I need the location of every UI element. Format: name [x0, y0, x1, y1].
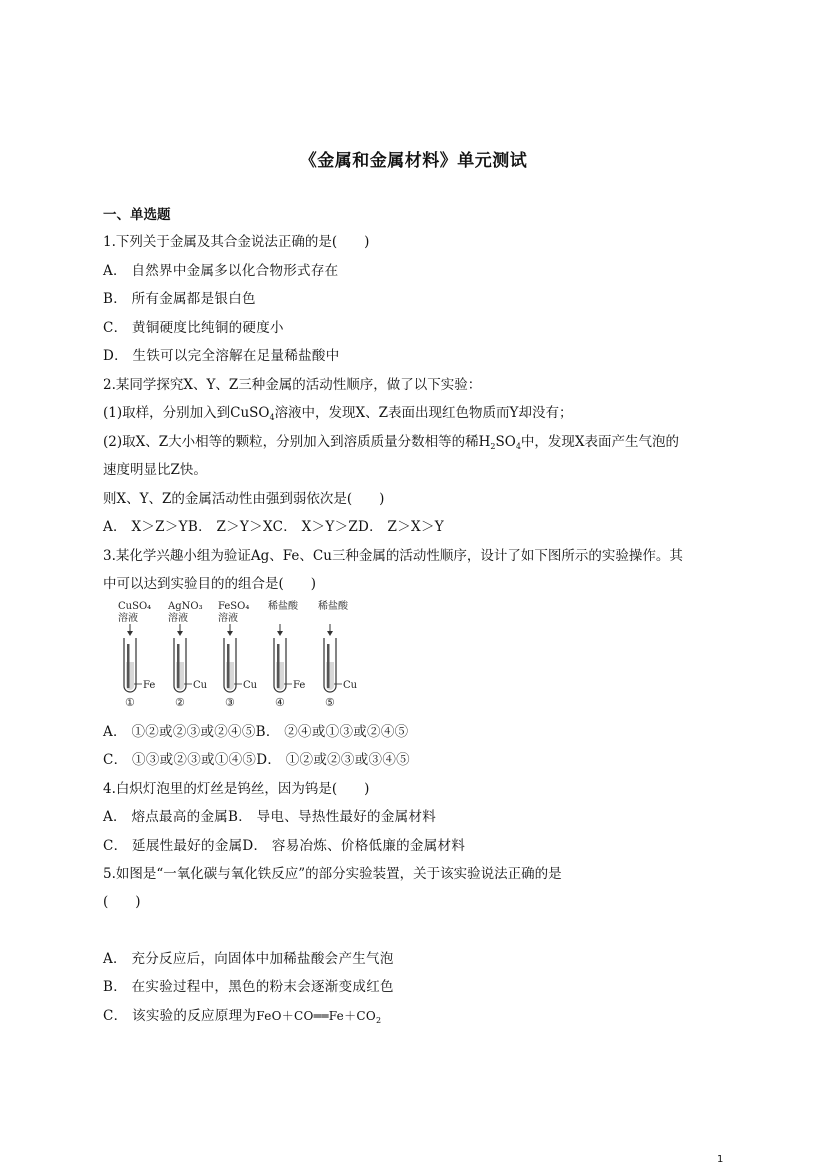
tube-number: ① — [125, 696, 135, 709]
q1-stem: 1.下列关于金属及其合金说法正确的是( ) — [103, 234, 370, 250]
test-tube-3 — [218, 601, 258, 709]
q1-option-d: D． 生铁可以完全溶解在足量稀盐酸中 — [103, 348, 340, 364]
test-tube-diagram — [113, 598, 373, 710]
q3-options-ab: A． ①②或②③或②④⑤B． ②④或①③或②④⑤ — [103, 724, 409, 740]
q3-stem-line-1: 3.某化学兴趣小组为验证Ag、Fe、Cu三种金属的活动性顺序，设计了如下图所示的实验操作。其 — [103, 548, 683, 564]
tube-reagent-label-2: 溶液 — [218, 613, 238, 624]
test-tube-2 — [167, 601, 208, 709]
q2-step-1-chem: CuSO — [230, 405, 270, 421]
tube-number: ⑤ — [325, 696, 335, 709]
page-number: 1 — [717, 1154, 724, 1165]
q2-step-2-post: 中，发现X表面产生气泡的 — [520, 434, 680, 450]
arrow-head — [177, 631, 183, 636]
q5-option-c-text: C． 该实验的反应原理为 — [103, 1008, 257, 1024]
q5-option-a: A． 充分反应后，向固体中加稀盐酸会产生气泡 — [103, 951, 394, 967]
tube-reagent-label: FeSO₄ — [218, 601, 250, 612]
q4-stem: 4.白炽灯泡里的灯丝是钨丝，因为钨是( ) — [103, 781, 370, 797]
arrow-head — [277, 631, 283, 636]
tube-metal-label: Fe — [293, 680, 306, 691]
q3-options-cd: C． ①③或②③或①④⑤D． ①②或②③或③④⑤ — [103, 752, 410, 768]
arrow-head — [127, 631, 133, 636]
q1-option-c: C． 黄铜硬度比纯铜的硬度小 — [103, 320, 284, 336]
tube-reagent-label: AgNO₃ — [168, 601, 203, 612]
metal-strip — [327, 644, 330, 688]
q2-options: A． X＞Z＞YB． Z＞Y＞XC． X＞Y＞ZD． Z＞X＞Y — [103, 519, 444, 535]
tube-reagent-label: 稀盐酸 — [268, 601, 298, 612]
test-tube-1 — [118, 601, 155, 709]
q5-option-c-equation: FeO＋CO══Fe＋CO — [256, 1009, 377, 1023]
tube-metal-label: Fe — [143, 680, 156, 691]
q2-step-2-sub1: 2 — [490, 442, 496, 451]
q5-stem-line-1: 5.如图是“一氧化碳与氧化铁反应”的部分实验装置，关于该实验说法正确的是 — [103, 866, 562, 882]
arrow-head — [327, 631, 333, 636]
tube-number: ② — [175, 696, 185, 709]
test-tube-4 — [268, 599, 305, 709]
metal-strip — [127, 644, 130, 688]
q2-step-1-sub: 4 — [269, 413, 275, 422]
metal-strip — [177, 644, 180, 688]
metal-strip — [277, 644, 280, 688]
tube-metal-label: Cu — [343, 680, 358, 691]
tube-number: ③ — [225, 696, 235, 709]
q1-option-a: A． 自然界中金属多以化合物形式存在 — [103, 263, 339, 279]
tube-reagent-label-2: 溶液 — [168, 613, 188, 624]
tube-reagent-label: 稀盐酸 — [318, 601, 348, 612]
q5-option-b: B． 在实验过程中，黑色的粉末会逐渐变成红色 — [103, 979, 394, 995]
q2-step-2-sub2: 4 — [515, 442, 521, 451]
test-tube-5 — [318, 599, 358, 709]
arrow-head — [227, 631, 233, 636]
tube-number: ④ — [275, 696, 285, 709]
metal-strip — [227, 644, 230, 688]
q3-stem-line-2: 中可以达到实验目的的组合是( ) — [103, 576, 317, 592]
section-heading: 一、单选题 — [103, 207, 171, 223]
q2-step-2-chem1: H — [478, 434, 491, 450]
document-title: 《金属和金属材料》单元测试 — [299, 151, 528, 171]
q4-options-cd: C． 延展性最好的金属D． 容易冶炼、价格低廉的金属材料 — [103, 838, 466, 854]
q5-stem-line-2: ( ) — [103, 894, 141, 910]
q2-question: 则X、Y、Z的金属活动性由强到弱依次是( ) — [103, 491, 385, 507]
q5-option-c-sub: 2 — [376, 1016, 382, 1025]
q5-option-c — [103, 1006, 381, 1031]
q2-step-2-continued: 速度明显比Z快。 — [103, 462, 207, 478]
q2-step-1-post: 溶液中，发现X、Z表面出现红色物质而Y却没有； — [274, 405, 573, 421]
tube-metal-label: Cu — [193, 680, 208, 691]
q4-options-ab: A． 熔点最高的金属B． 导电、导热性最好的金属材料 — [103, 809, 437, 825]
q2-step-2 — [103, 432, 679, 457]
q2-step-1-pre: (1)取样，分别加入到 — [103, 405, 231, 421]
tube-metal-label: Cu — [243, 680, 258, 691]
q2-step-2-pre: (2)取X、Z大小相等的颗粒，分别加入到溶质质量分数相等的稀 — [103, 434, 479, 450]
q2-step-1 — [103, 403, 572, 428]
q1-option-b: B． 所有金属都是银白色 — [103, 291, 256, 307]
tube-reagent-label-2: 溶液 — [118, 613, 138, 624]
q2-stem: 2.某同学探究X、Y、Z三种金属的活动性顺序，做了以下实验： — [103, 377, 482, 393]
q2-step-2-chem2: SO — [495, 434, 516, 450]
tube-reagent-label: CuSO₄ — [118, 601, 152, 612]
